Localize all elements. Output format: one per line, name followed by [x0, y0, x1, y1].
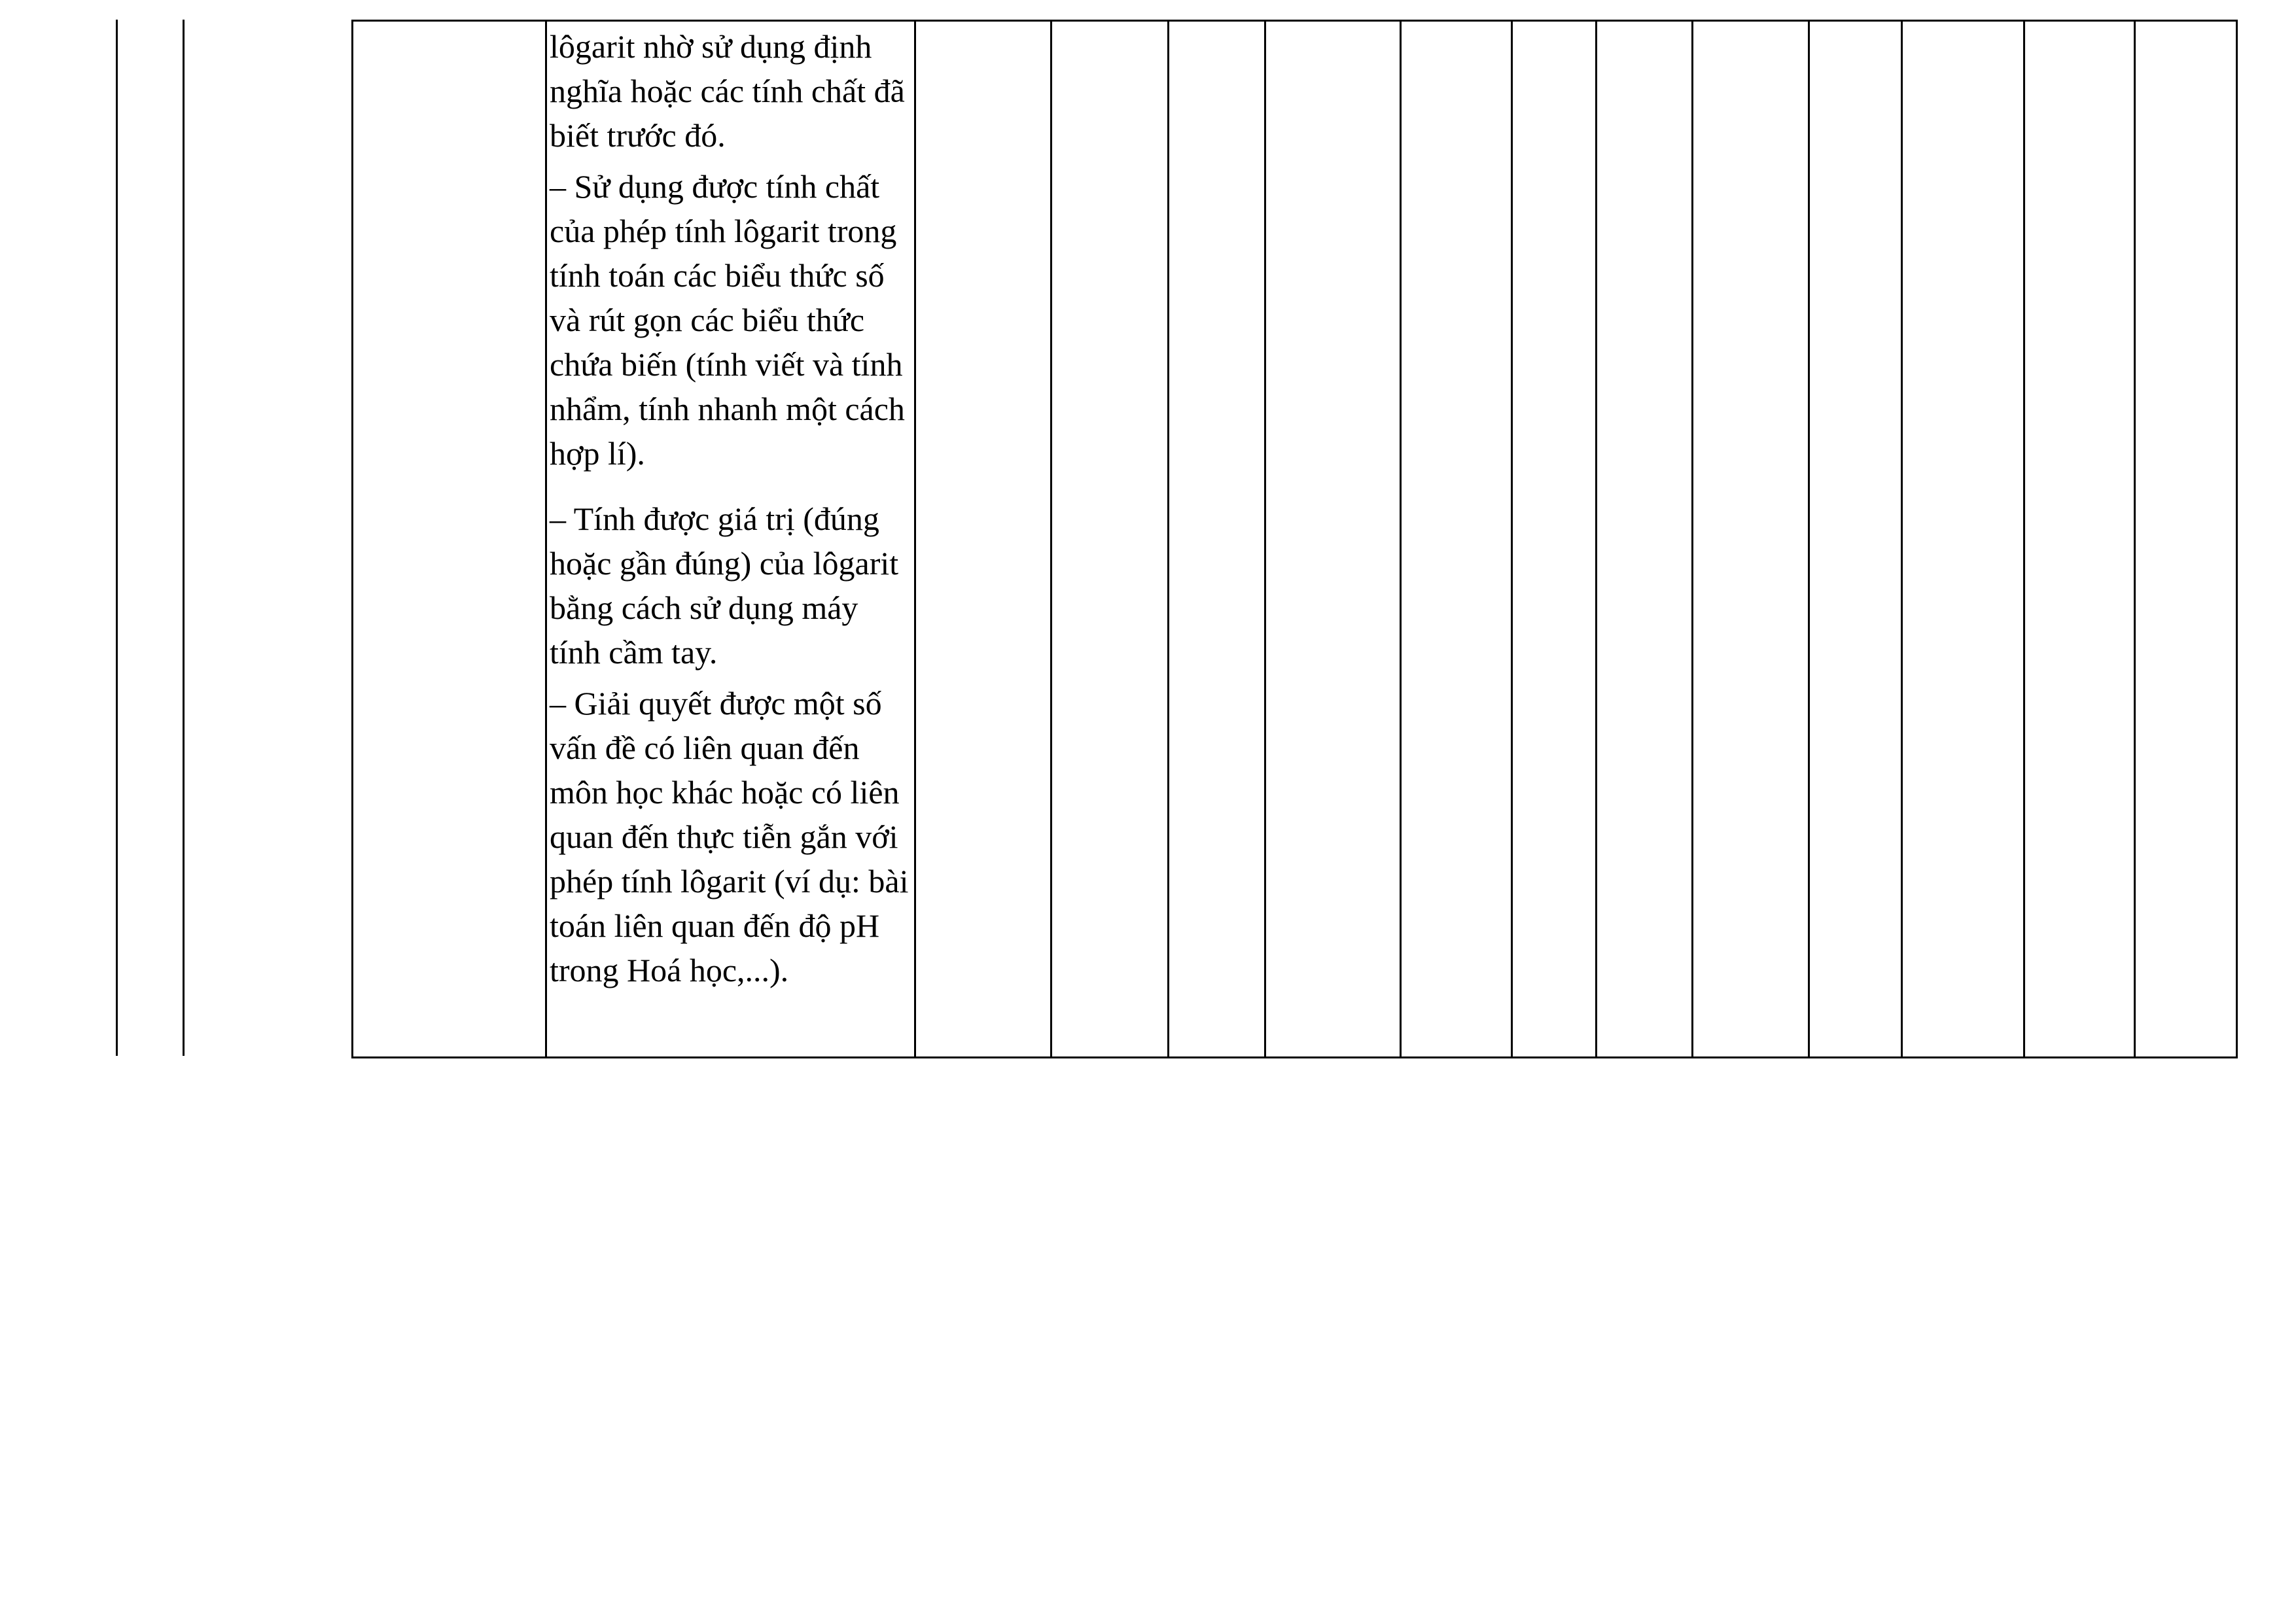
table-cell: [1693, 21, 1809, 1058]
table-cell: [2135, 21, 2237, 1058]
table-cell: [1597, 21, 1693, 1058]
table-row: [353, 21, 2237, 1058]
table-cell: [1169, 21, 1265, 1058]
requirement-cell: [546, 21, 915, 1058]
table-cell: [1051, 21, 1169, 1058]
table-cell: [1809, 21, 1902, 1058]
requirement-paragraph: lôgarit nhờ sử dụng định nghĩa hoặc các tính chất đã biết trước đó.: [550, 28, 905, 154]
requirement-paragraph: – Sử dụng được tính chất của phép tính lôgarit trong tính toán các biểu thức số và rút gọn các biểu thức chứa biến (tính viết và tính nhẩm, tính nhanh một cách hợp lí).: [550, 168, 905, 472]
table-column-divider-line: [183, 20, 185, 1056]
table-cell: [1401, 21, 1512, 1058]
table-cell: [1265, 21, 1401, 1058]
specification-matrix-table: [351, 20, 2238, 1058]
requirement-paragraph: – Giải quyết được một số vấn đề có liên quan đến môn học khác hoặc có liên quan đến thực tiễn gắn với phép tính lôgarit (ví dụ: bài toán liên quan đến độ pH trong Hoá học,...).: [550, 685, 909, 988]
table-cell: [1902, 21, 2024, 1058]
requirement-paragraph: – Tính được giá trị (đúng hoặc gần đúng) của lôgarit bằng cách sử dụng máy tính cầm tay.: [550, 500, 899, 671]
content-unit-cell: [353, 21, 546, 1058]
table-cell: [1512, 21, 1597, 1058]
table-left-border-line: [116, 20, 118, 1056]
table-cell: [2024, 21, 2135, 1058]
table-cell: [915, 21, 1051, 1058]
